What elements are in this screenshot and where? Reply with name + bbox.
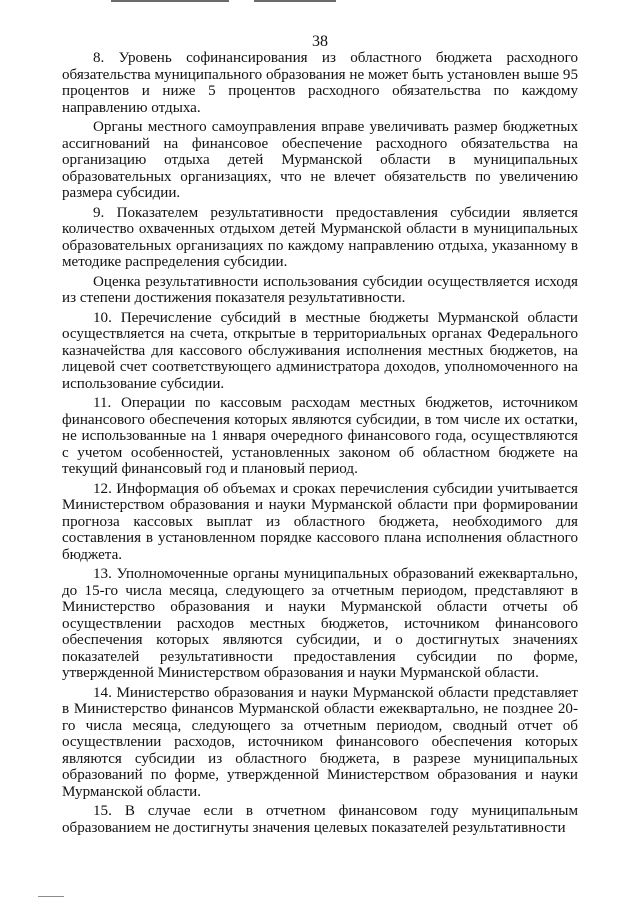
paragraph-9-performance-indicator: 9. Показателем результативности предоставления субсидии является количество охваченных отдыхом детей Мурманской области в муниципальных образовательных организациях по каждому направлению отдыха, указанному в методике распределения субсидии.	[62, 204, 578, 270]
paragraph-13-quarterly-reports: 13. Уполномоченные органы муниципальных образований ежеквартально, до 15-го числа месяца, следующего за отчетным периодом, представляют в Министерство образования и науки Мурманской области отчеты об осуществлении расходов местных бюджетов, источником финансового обеспечения которых являются субсидии, и о достигнутых значениях показателей результативности предоставления субсидии по форме, утвержденной Министерством образования и науки Мурманской области.	[62, 566, 578, 681]
scan-edge-line-right	[254, 0, 336, 2]
paragraph-8-cofinancing-level: 8. Уровень софинансирования из областного бюджета расходного обязательства муниципального образования не может быть установлен выше 95 процентов и ниже 5 процентов расходного обязательства по каждому направлению отдыха.	[62, 50, 578, 116]
scan-edge-line-left	[111, 0, 229, 2]
paragraph-14-consolidated-report: 14. Министерство образования и науки Мурманской области представляет в Министерство финансов Мурманской области ежеквартально, не позднее 20-го числа месяца, следующего за отчетным периодом, сводный отчет об осуществлении расходов, источником финансового обеспечения которых являются субсидии из областного бюджета, в разрезе муниципальных образований по форме, утвержденной Министерством образования и науки Мурманской области.	[62, 684, 578, 800]
paragraph-performance-assessment: Оценка результативности использования субсидии осуществляется исходя из степени достижения показателя результативности.	[62, 273, 578, 306]
document-body	[62, 50, 578, 839]
paragraph-15-indicators-not-achieved: 15. В случае если в отчетном финансовом году муниципальным образованием не достигнуты значения целевых показателей результативности	[62, 803, 578, 836]
scan-footer-mark	[38, 896, 64, 897]
page-number: 38	[312, 33, 328, 50]
paragraph-12-information-on-volumes: 12. Информация об объемах и сроках перечисления субсидии учитывается Министерством образования и науки Мурманской области при формировании прогноза кассовых выплат из областного бюджета, необходимого для составления в установленном порядке кассового плана исполнения областного бюджета.	[62, 480, 578, 563]
paragraph-local-authorities-right: Органы местного самоуправления вправе увеличивать размер бюджетных ассигнований на финансовое обеспечение расходного обязательства на организацию отдыха детей Мурманской области в муниципальных образовательных организациях, что не влечет обязательств по увеличению размера субсидии.	[62, 119, 578, 201]
paragraph-11-cash-operations: 11. Операции по кассовым расходам местных бюджетов, источником финансового обеспечения которых являются субсидии, в том числе их остатки, не использованные на 1 января очередного финансового года, осуществляются с учетом особенностей, установленных законом об областном бюджете на текущий финансовый год и плановый период.	[62, 395, 578, 477]
paragraph-10-transfer-of-subsidies: 10. Перечисление субсидий в местные бюджеты Мурманской области осуществляется на счета, открытые в территориальных органах Федерального казначейства для кассового обслуживания исполнения местных бюджетов, на лицевой счет соответствующего администратора доходов, уполномоченного на использование субсидии.	[62, 309, 578, 392]
